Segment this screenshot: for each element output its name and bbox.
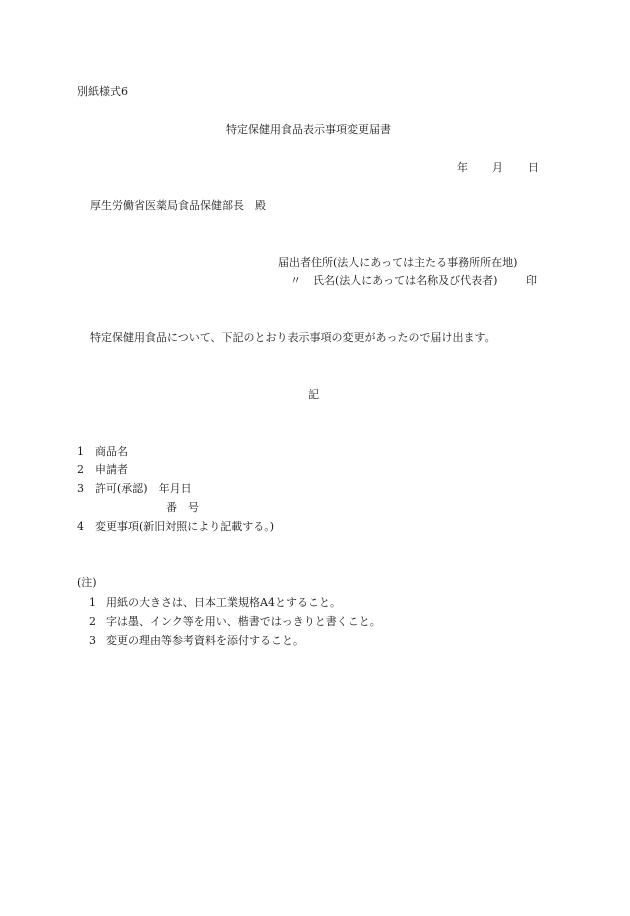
note-number: 3 (89, 634, 96, 647)
body-text: 特定保健用食品について、下記のとおり表示事項の変更があったので届け出ます。 (90, 331, 496, 344)
notifier-name-line: 氏名(法人にあっては名称及び代表者) (313, 274, 498, 287)
form-label: 別紙様式6 (77, 85, 128, 98)
item-number: 1 (77, 445, 84, 458)
item-text: 番 号 (166, 501, 199, 514)
date-day-label: 日 (528, 161, 539, 174)
note-number: 2 (89, 615, 96, 628)
document-title: 特定保健用食品表示事項変更届書 (226, 123, 391, 136)
date-year-label: 年 (457, 161, 468, 174)
ki-heading: 記 (308, 388, 319, 401)
item-text: 変更事項(新旧対照により記載する。) (95, 520, 275, 533)
date-month-label: 月 (492, 161, 503, 174)
item-text: 許可(承認) 年月日 (95, 482, 192, 495)
seal-mark: 印 (526, 274, 537, 287)
notifier-address-line: 届出者住所(法人にあっては主たる事務所所在地) (278, 256, 518, 269)
item-text: 申請者 (95, 463, 128, 476)
notes-heading: (注) (77, 576, 97, 589)
note-number: 1 (89, 596, 96, 609)
item-number: 3 (77, 482, 84, 495)
note-text: 変更の理由等参考資料を添付すること。 (106, 634, 304, 647)
addressee: 厚生労働省医薬局食品保健部長 殿 (90, 199, 266, 212)
ditto-mark: 〃 (290, 274, 301, 287)
note-text: 字は墨、インク等を用い、楷書ではっきりと書くこと。 (106, 615, 381, 628)
item-number: 2 (77, 463, 84, 476)
item-text: 商品名 (95, 445, 128, 458)
note-text: 用紙の大きさは、日本工業規格A4とすること。 (106, 596, 341, 609)
item-number: 4 (77, 520, 84, 533)
